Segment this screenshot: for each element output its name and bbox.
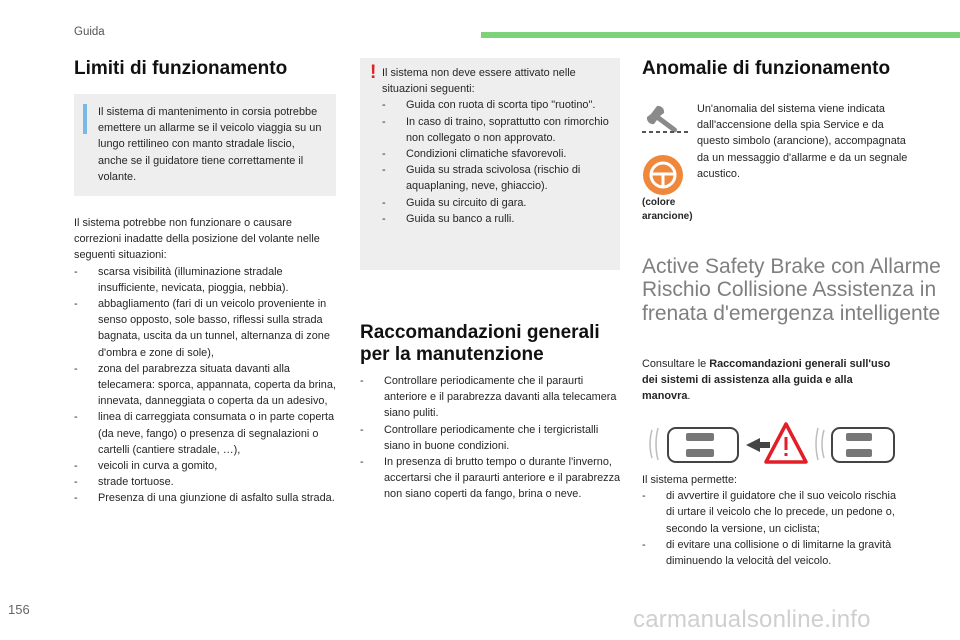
list-dash: - bbox=[382, 164, 386, 177]
info-text: Il sistema di mantenimento in corsia potrebbe emettere un allarme se il veicolo viaggia su un lungo rettilineo con manto stradale liscio, anche se il guidatore tiene correttamente il volante. bbox=[98, 106, 322, 183]
list-item-text: Guida su strada scivolosa (rischio di aquaplaning, neve, ghiaccio). bbox=[406, 164, 581, 193]
list-item-text: veicoli in curva a gomito, bbox=[98, 460, 218, 473]
list-dash: - bbox=[74, 476, 78, 489]
list-item-text: linea di carreggiata consumata o in parte coperta (da neve, fango) o presenza di segnalazioni o cartelli (cantiere stradale, …), bbox=[98, 411, 335, 456]
list-item bbox=[382, 97, 612, 113]
limits-block bbox=[74, 215, 340, 507]
list-item-text: abbagliamento (fari di un veicolo proveniente in senso opposto, sole basso, riflessi sulla strada bagnata, uscita da un tunnel, alternanza di zone d'ombra e zone di sole), bbox=[98, 298, 330, 359]
list-item-text: scarsa visibilità (illuminazione stradale insufficiente, nevicata, pioggia, nebbia). bbox=[98, 265, 289, 294]
list-dash: - bbox=[642, 538, 646, 551]
maint-list bbox=[360, 373, 622, 503]
list-item bbox=[74, 490, 340, 506]
list-dash: - bbox=[382, 115, 386, 128]
section-title-manutenzione bbox=[360, 322, 600, 366]
limits-intro: Il sistema potrebbe non funzionare o causare correzioni inadatte della posizione del volante nelle seguenti situazioni: bbox=[74, 217, 320, 262]
warning-box bbox=[360, 58, 620, 270]
list-item bbox=[382, 162, 612, 194]
list-item-text: Guida su circuito di gara. bbox=[406, 196, 527, 209]
list-dash: - bbox=[360, 423, 364, 436]
list-item bbox=[74, 296, 340, 361]
list-dash: - bbox=[74, 492, 78, 505]
list-dash: - bbox=[74, 298, 78, 311]
header-accent-bar bbox=[481, 32, 960, 38]
list-item bbox=[642, 488, 904, 537]
list-item bbox=[360, 454, 622, 503]
list-item-text: Controllare periodicamente che il paraurti anteriore e il parabrezza davanti alla telecamera siano puliti. bbox=[384, 375, 617, 420]
list-item bbox=[360, 422, 622, 454]
warning-content bbox=[382, 65, 612, 227]
consult-bold: Raccomandazioni generali sull'uso dei sistemi di assistenza alla guida e alla manovra bbox=[642, 358, 891, 403]
collision-warning-icon bbox=[646, 420, 900, 470]
info-marker bbox=[83, 104, 87, 134]
list-dash: - bbox=[74, 362, 78, 375]
list-item bbox=[360, 373, 622, 422]
warning-icon: ! bbox=[370, 62, 377, 83]
list-dash: - bbox=[382, 196, 386, 209]
list-item-text: In caso di traino, soprattutto con rimorchio non collegato o non approvato. bbox=[406, 115, 609, 144]
icon-caption bbox=[642, 196, 693, 224]
section-title-limiti: Limiti di funzionamento bbox=[74, 58, 288, 79]
list-item-text: strade tortuose. bbox=[98, 476, 174, 489]
system-block bbox=[642, 472, 904, 569]
system-list bbox=[642, 488, 904, 569]
list-item bbox=[382, 114, 612, 146]
limits-list bbox=[74, 264, 340, 507]
warning-intro: Il sistema non deve essere attivato nelle situazioni seguenti: bbox=[382, 67, 576, 96]
list-item-text: di avvertire il guidatore che il suo veicolo rischia di urtare il veicolo che lo precede, un pedone o, secondo la versione, un ciclista; bbox=[666, 490, 897, 535]
list-item-text: Controllare periodicamente che i tergicristalli siano in buone condizioni. bbox=[384, 423, 599, 452]
icon-caption-line1: (colore bbox=[642, 197, 676, 208]
list-dash: - bbox=[74, 460, 78, 473]
list-dash: - bbox=[360, 456, 364, 469]
maint-title-line2: per la manutenzione bbox=[360, 344, 544, 365]
anomaly-text: Un'anomalia del sistema viene indicata dall'accensione della spia Service e da questo simbolo (arancione), accompagnata da un messaggio d'allarme e da un segnale acustico. bbox=[697, 103, 908, 180]
info-box-lane bbox=[74, 94, 336, 196]
list-item bbox=[642, 537, 904, 569]
steering-wheel-orange-icon bbox=[642, 154, 684, 196]
aeb-title: Active Safety Brake con Allarme Rischio Collisione Assistenza in frenata d'emergenza intelligente bbox=[642, 255, 941, 325]
consult-text bbox=[642, 356, 904, 405]
maint-title-line1: Raccomandazioni generali bbox=[360, 322, 600, 343]
list-item-text: di evitare una collisione o di limitarne la gravità diminuendo la velocità del veicolo. bbox=[666, 538, 892, 568]
system-intro: Il sistema permette: bbox=[642, 474, 738, 486]
list-item bbox=[74, 264, 340, 296]
page-number: 156 bbox=[8, 602, 30, 617]
icon-caption-line2: arancione) bbox=[642, 211, 693, 222]
consult-suffix: . bbox=[687, 390, 691, 403]
list-item-text: Guida con ruota di scorta tipo "ruotino". bbox=[406, 99, 596, 112]
consult-prefix: Consultare le bbox=[642, 358, 710, 370]
list-item bbox=[382, 211, 612, 227]
list-dash: - bbox=[360, 375, 364, 387]
list-dash: - bbox=[642, 490, 646, 503]
list-item-text: Condizioni climatiche sfavorevoli. bbox=[406, 148, 567, 161]
list-dash: - bbox=[382, 148, 386, 161]
warning-list bbox=[382, 97, 612, 227]
list-item bbox=[74, 474, 340, 490]
list-dash: - bbox=[74, 411, 78, 424]
list-item-text: Guida su banco a rulli. bbox=[406, 212, 515, 225]
section-title-anomalie: Anomalie di funzionamento bbox=[642, 58, 891, 79]
list-dash: - bbox=[74, 265, 78, 278]
list-item bbox=[382, 195, 612, 211]
list-item bbox=[74, 458, 340, 474]
list-item bbox=[74, 409, 340, 458]
header-label: Guida bbox=[74, 26, 105, 38]
list-dash: - bbox=[382, 99, 386, 112]
list-item-text: In presenza di brutto tempo o durante l'inverno, accertarsi che il paraurti anteriore e il parabrezza non siano coperti da fango, brina o neve. bbox=[384, 456, 621, 501]
list-item bbox=[382, 146, 612, 162]
list-dash: - bbox=[382, 212, 386, 225]
watermark: carmanualsonline.info bbox=[633, 606, 871, 633]
list-item-text: Presenza di una giunzione di asfalto sulla strada. bbox=[98, 492, 335, 505]
list-item bbox=[74, 361, 340, 410]
steering-wrench-icon bbox=[640, 104, 690, 136]
list-item-text: zona del parabrezza situata davanti alla telecamera: sporca, appannata, coperta da brina, innevata, danneggiata o coperta da un adesivo, bbox=[98, 362, 336, 408]
